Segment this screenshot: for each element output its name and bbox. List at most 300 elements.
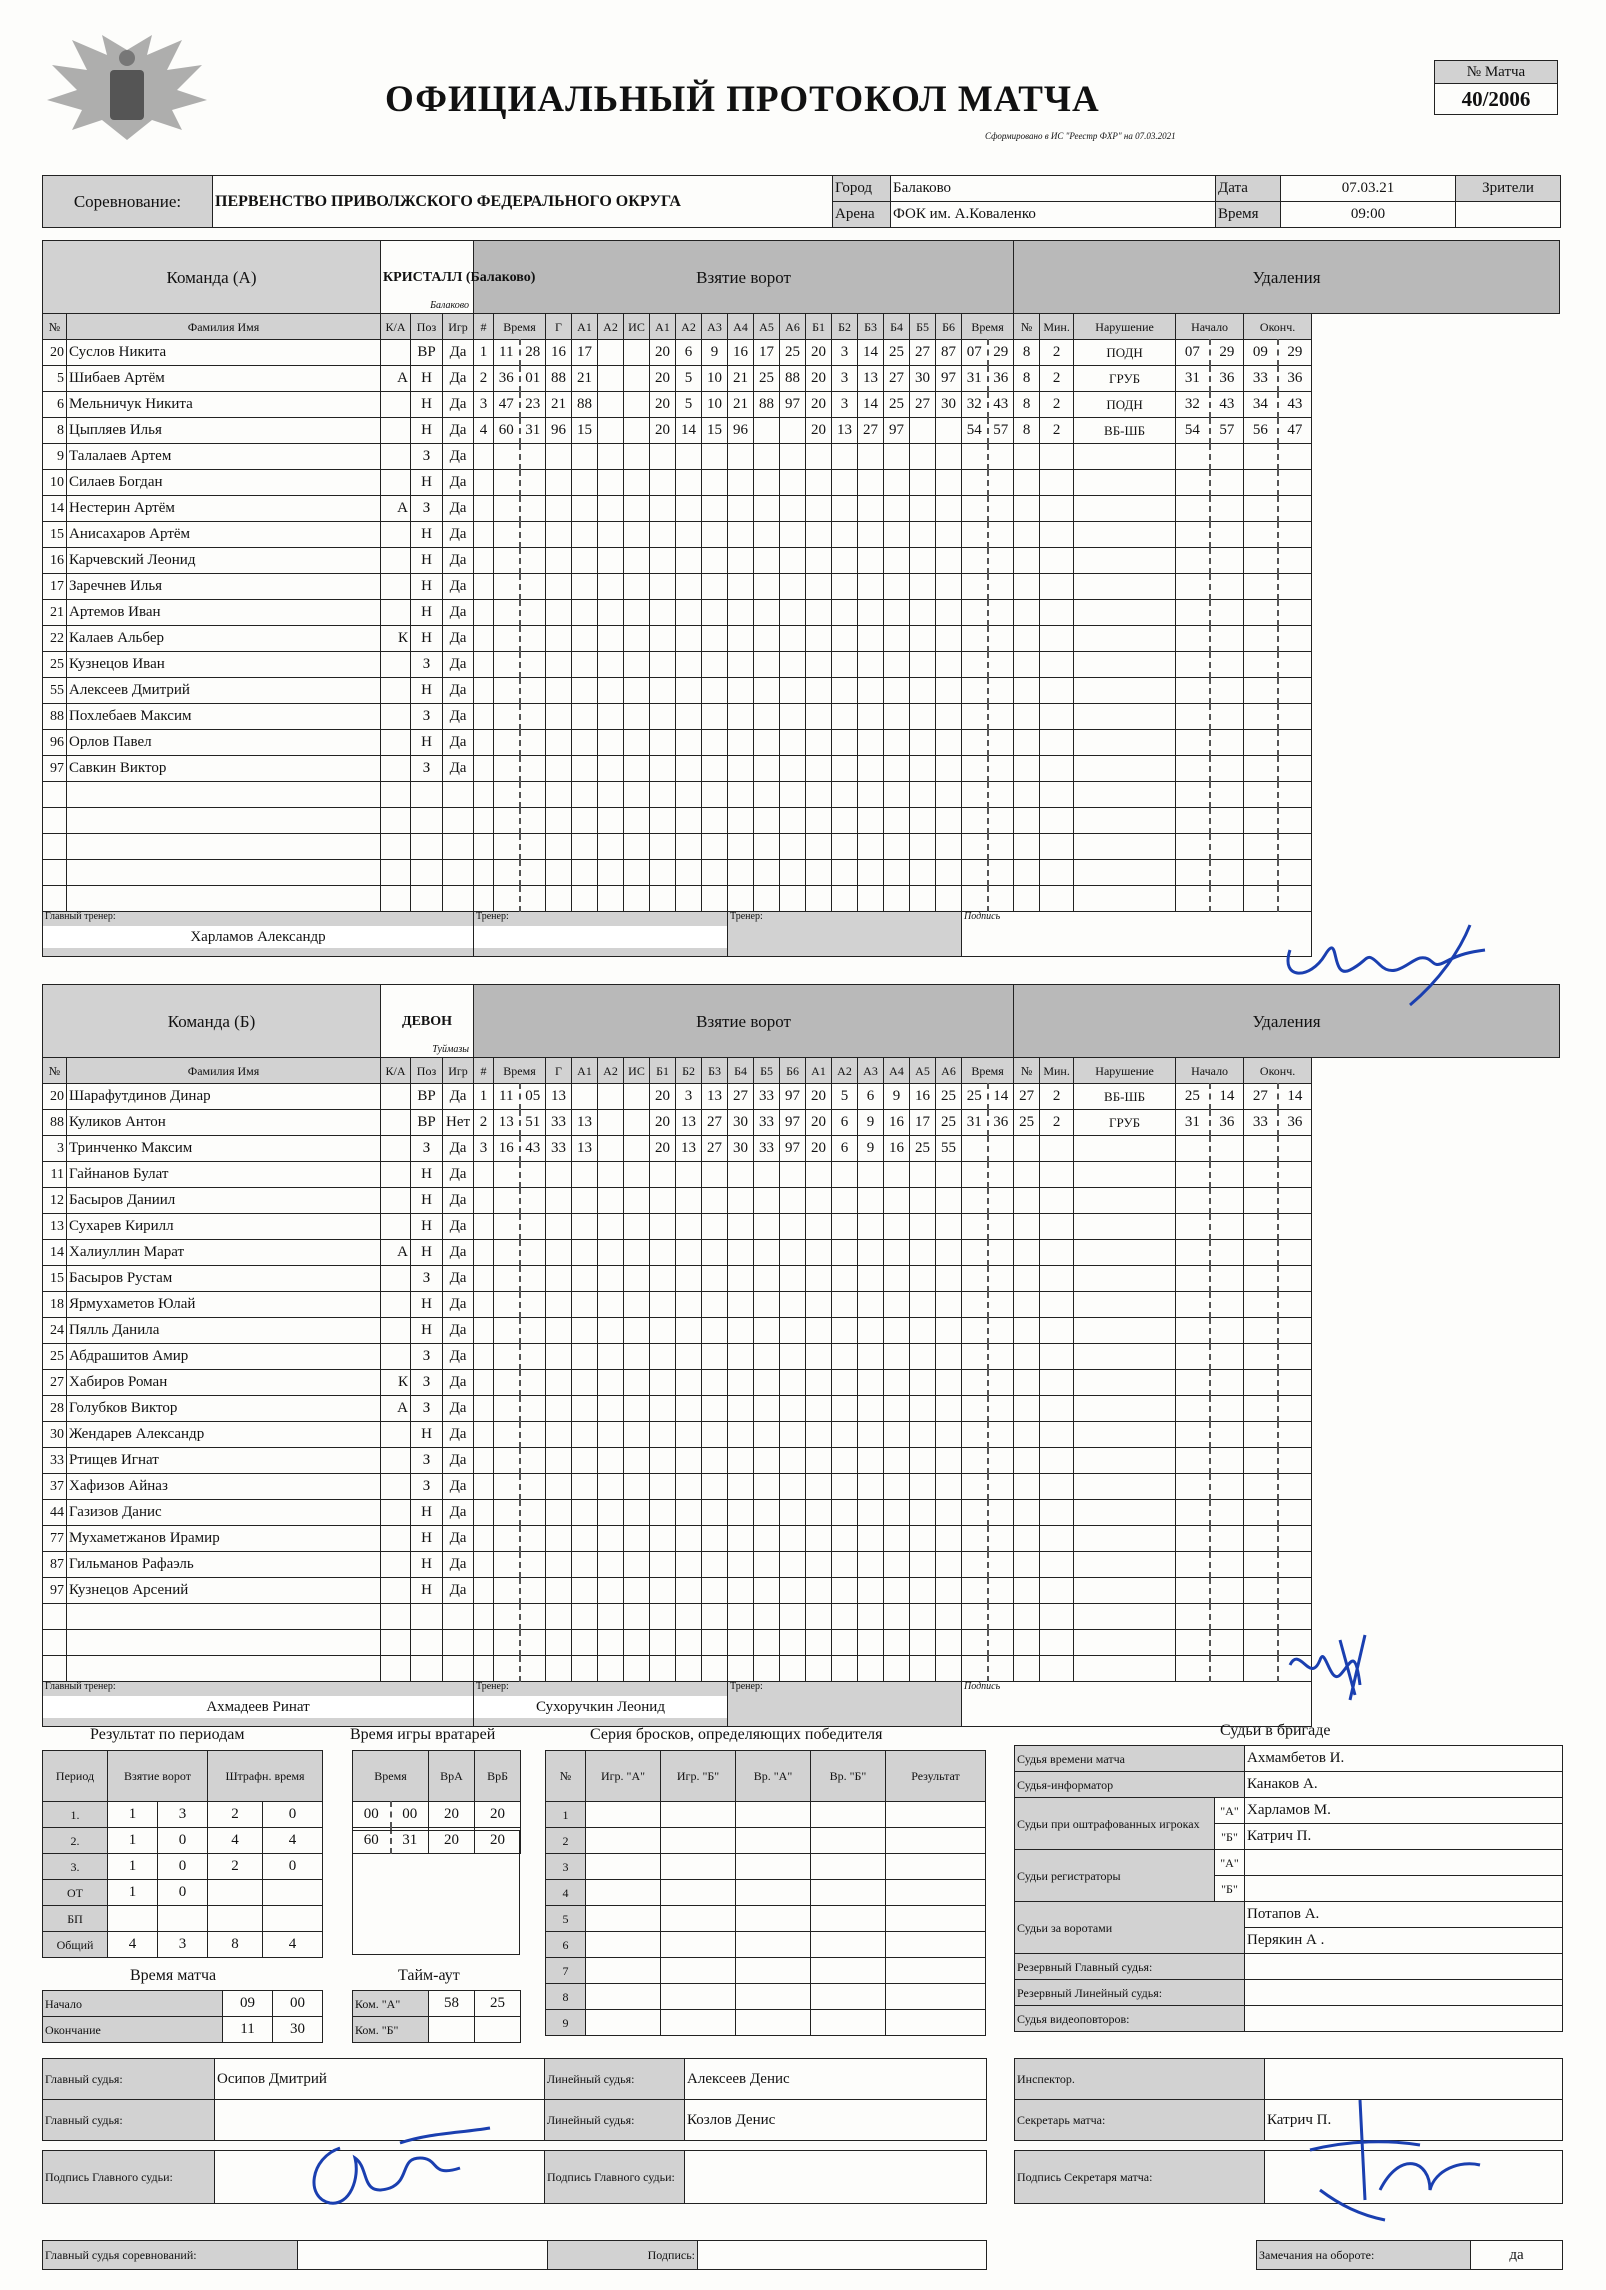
goal-plus — [780, 886, 806, 912]
goal-plus — [754, 444, 780, 470]
penalty-min — [1040, 704, 1074, 730]
teamB-pen-col-start: Начало — [1176, 1058, 1244, 1084]
goal-plus — [728, 470, 754, 496]
penalty-ts — [988, 1214, 1014, 1240]
goal-ss — [520, 444, 546, 470]
goal-a1 — [572, 600, 598, 626]
penalty-es — [1278, 1396, 1312, 1422]
goal-n — [474, 1396, 494, 1422]
penalty-ts: 14 — [988, 1084, 1014, 1110]
player-name: Шибаев Артём — [67, 366, 381, 392]
goal-minus — [832, 626, 858, 652]
goal-minus: 6 — [858, 1084, 884, 1110]
penalty-foul — [1074, 1422, 1176, 1448]
table-row — [43, 834, 1560, 860]
goal-minus — [858, 678, 884, 704]
table-row — [43, 730, 1560, 756]
player-name: Тринченко Максим — [67, 1136, 381, 1162]
table-row — [546, 1828, 986, 1854]
player-pos: З — [411, 1396, 443, 1422]
goal-a1 — [572, 1240, 598, 1266]
teamB-minus-col-1: А2 — [832, 1058, 858, 1084]
table-row — [43, 392, 1560, 418]
shootout-cell — [886, 1880, 986, 1906]
shootout-cell — [586, 1984, 661, 2010]
player-ka — [381, 704, 411, 730]
goal-n — [474, 1474, 494, 1500]
penalty-ts — [988, 1188, 1014, 1214]
goal-n — [474, 600, 494, 626]
city-value: Балаково — [891, 176, 1216, 202]
penalty-tm — [962, 834, 988, 860]
goal-minus — [858, 626, 884, 652]
player-play: Да — [443, 1084, 474, 1110]
player-ka — [381, 756, 411, 782]
player-pos: З — [411, 444, 443, 470]
penalty-no — [1014, 1370, 1040, 1396]
teamA-goals-heading: Взятие ворот — [474, 241, 1014, 314]
player-pos — [411, 886, 443, 912]
goal-is — [624, 1188, 650, 1214]
teamA-team-city: Балаково — [430, 300, 470, 311]
goal-plus — [702, 1604, 728, 1630]
penalty-es — [1278, 1162, 1312, 1188]
goal-plus — [650, 1500, 676, 1526]
goal-a1 — [572, 860, 598, 886]
goal-mm — [494, 1604, 520, 1630]
goal-plus — [702, 782, 728, 808]
teamA-minus-col-2: Б3 — [858, 314, 884, 340]
goal-minus — [806, 730, 832, 756]
shootout-row-num: 4 — [546, 1880, 586, 1906]
goal-g — [546, 626, 572, 652]
goal-plus — [780, 418, 806, 444]
penalty-no — [1014, 444, 1040, 470]
player-name: Гильманов Рафаэль — [67, 1552, 381, 1578]
goal-minus — [884, 522, 910, 548]
goal-minus — [858, 704, 884, 730]
goal-minus: 20 — [806, 1136, 832, 1162]
goal-minus: 20 — [806, 392, 832, 418]
table-row — [43, 886, 1560, 912]
player-ka — [381, 548, 411, 574]
player-ka — [381, 418, 411, 444]
penalty-min — [1040, 860, 1074, 886]
goal-minus — [858, 1552, 884, 1578]
goal-n — [474, 626, 494, 652]
goal-plus — [728, 1656, 754, 1682]
player-pos — [411, 860, 443, 886]
crew-goal-2: Перякин А . — [1245, 1928, 1563, 1954]
crew-title: Судьи в бригаде — [1220, 1722, 1331, 1739]
goal-minus — [832, 1214, 858, 1240]
goal-a2 — [598, 1552, 624, 1578]
penalty-tm — [962, 1422, 988, 1448]
goal-minus — [858, 574, 884, 600]
player-number: 15 — [43, 522, 67, 548]
goal-minus — [858, 860, 884, 886]
coach-label: Тренер: — [476, 1681, 509, 1692]
penalty-em — [1244, 1396, 1278, 1422]
goal-plus — [780, 1344, 806, 1370]
table-row — [43, 782, 1560, 808]
goal-is — [624, 418, 650, 444]
goal-n — [474, 548, 494, 574]
goal-minus — [936, 548, 962, 574]
player-play: Да — [443, 1162, 474, 1188]
goal-plus — [650, 548, 676, 574]
periods-title: Результат по периодам — [90, 1726, 245, 1743]
penalty-ts — [988, 1240, 1014, 1266]
player-pos: З — [411, 1448, 443, 1474]
goal-minus — [832, 470, 858, 496]
goal-minus — [884, 782, 910, 808]
goal-g — [546, 782, 572, 808]
table-row — [43, 470, 1560, 496]
goal-mm — [494, 1318, 520, 1344]
player-number — [43, 1656, 67, 1682]
goal-minus — [936, 886, 962, 912]
penalty-min — [1040, 1162, 1074, 1188]
shootout-cell — [811, 1958, 886, 1984]
penalty-tm — [962, 444, 988, 470]
goal-minus — [806, 1422, 832, 1448]
penalty-em: 09 — [1244, 340, 1278, 366]
goal-plus: 16 — [728, 340, 754, 366]
goal-a1 — [572, 1292, 598, 1318]
player-pos: Н — [411, 1240, 443, 1266]
goal-plus — [650, 782, 676, 808]
goal-ss — [520, 1474, 546, 1500]
penalty-ts: 36 — [988, 1110, 1014, 1136]
penalty-min — [1040, 886, 1074, 912]
goal-minus — [910, 652, 936, 678]
goal-plus — [754, 1422, 780, 1448]
teamA-ka-col-header: К/А — [381, 314, 411, 340]
goal-plus — [728, 1526, 754, 1552]
goal-minus — [832, 756, 858, 782]
goal-ss — [520, 1604, 546, 1630]
goal-minus — [832, 730, 858, 756]
goal-plus — [702, 860, 728, 886]
main-ref-1: Осипов Дмитрий — [215, 2059, 545, 2100]
player-pos — [411, 808, 443, 834]
penalty-ts: 29 — [988, 340, 1014, 366]
goal-plus: 20 — [650, 1110, 676, 1136]
penalty-min — [1040, 1474, 1074, 1500]
goal-plus: 25 — [780, 340, 806, 366]
goal-minus — [936, 418, 962, 444]
player-ka — [381, 1474, 411, 1500]
goal-minus — [884, 1240, 910, 1266]
penalty-es — [1278, 1448, 1312, 1474]
crew-registrar-a — [1245, 1850, 1563, 1876]
goal-plus — [676, 808, 702, 834]
table-row — [546, 1880, 986, 1906]
goal-plus — [676, 782, 702, 808]
penalty-foul — [1074, 886, 1176, 912]
penalty-es — [1278, 470, 1312, 496]
goal-plus — [780, 834, 806, 860]
goal-g — [546, 652, 572, 678]
head-coach-label: Главный тренер: — [45, 911, 116, 922]
goal-plus — [702, 444, 728, 470]
player-number: 55 — [43, 678, 67, 704]
goal-is — [624, 886, 650, 912]
goal-plus — [650, 1656, 676, 1682]
shootout-cell — [886, 2010, 986, 2036]
shootout-cell — [661, 1984, 736, 2010]
penalty-tm: 25 — [962, 1084, 988, 1110]
penalty-es: 36 — [1278, 366, 1312, 392]
penalty-no — [1014, 1240, 1040, 1266]
table-row — [546, 1958, 986, 1984]
goal-plus: 20 — [650, 340, 676, 366]
goal-a1 — [572, 1474, 598, 1500]
penalty-foul — [1074, 1604, 1176, 1630]
penalty-em: 33 — [1244, 366, 1278, 392]
player-name: Голубков Виктор — [67, 1396, 381, 1422]
player-name: Цыпляев Илья — [67, 418, 381, 444]
penalty-ts — [988, 548, 1014, 574]
penalty-sm — [1176, 678, 1210, 704]
goal-plus — [780, 600, 806, 626]
goal-plus — [728, 834, 754, 860]
penalty-em — [1244, 548, 1278, 574]
goal-n — [474, 1604, 494, 1630]
teamA-penalties-heading: Удаления — [1014, 241, 1560, 314]
player-name: Нестерин Артём — [67, 496, 381, 522]
penalty-tm — [962, 1292, 988, 1318]
goal-plus — [754, 470, 780, 496]
player-pos: ВР — [411, 340, 443, 366]
penalty-no: 8 — [1014, 340, 1040, 366]
penalty-sm — [1176, 470, 1210, 496]
teamB-coach2-cell — [728, 1682, 962, 1727]
goal-minus — [936, 1188, 962, 1214]
penalty-sm — [1176, 444, 1210, 470]
goal-a2 — [598, 1526, 624, 1552]
goal-g — [546, 704, 572, 730]
player-play: Да — [443, 1474, 474, 1500]
penalty-ts — [988, 470, 1014, 496]
player-pos: З — [411, 704, 443, 730]
penalty-foul — [1074, 678, 1176, 704]
penalty-ss — [1210, 548, 1244, 574]
goal-minus — [884, 496, 910, 522]
penalty-ts — [988, 1396, 1014, 1422]
penalty-ss — [1210, 1526, 1244, 1552]
player-name: Силаев Богдан — [67, 470, 381, 496]
goal-is — [624, 730, 650, 756]
goal-minus — [884, 1214, 910, 1240]
goal-a1 — [572, 1188, 598, 1214]
goal-ss — [520, 1552, 546, 1578]
goal-minus: 25 — [936, 1110, 962, 1136]
goal-is — [624, 1448, 650, 1474]
goal-n — [474, 1526, 494, 1552]
penalty-ss — [1210, 626, 1244, 652]
goal-a2 — [598, 860, 624, 886]
timeout-table — [352, 1990, 521, 2043]
goal-is — [624, 1630, 650, 1656]
goal-plus — [676, 1474, 702, 1500]
goal-plus — [780, 1448, 806, 1474]
goal-plus — [650, 652, 676, 678]
competition-name: ПЕРВЕНСТВО ПРИВОЛЖСКОГО ФЕДЕРАЛЬНОГО ОКРУГА — [213, 176, 833, 228]
goal-minus: 27 — [884, 366, 910, 392]
goal-plus — [754, 782, 780, 808]
penalty-min — [1040, 782, 1074, 808]
goal-minus — [806, 1630, 832, 1656]
player-pos: З — [411, 1136, 443, 1162]
goal-plus — [702, 1240, 728, 1266]
goal-minus — [884, 1370, 910, 1396]
goal-plus — [754, 1240, 780, 1266]
goal-g — [546, 1474, 572, 1500]
goal-plus — [728, 1500, 754, 1526]
goal-mm: 47 — [494, 392, 520, 418]
goal-minus — [910, 1422, 936, 1448]
goal-minus — [832, 1422, 858, 1448]
player-play: Да — [443, 1214, 474, 1240]
penalty-foul — [1074, 626, 1176, 652]
penalty-foul — [1074, 652, 1176, 678]
goal-minus — [936, 1292, 962, 1318]
goal-plus — [754, 704, 780, 730]
teamA-minus-col-5: Б6 — [936, 314, 962, 340]
goal-minus — [884, 1630, 910, 1656]
goal-mm — [494, 1396, 520, 1422]
goal-a2 — [598, 678, 624, 704]
teamA-pen-col-end: Оконч. — [1244, 314, 1312, 340]
penalty-es — [1278, 1266, 1312, 1292]
goal-plus — [754, 1344, 780, 1370]
shootout-cell — [886, 1906, 986, 1932]
goal-minus — [858, 1292, 884, 1318]
player-number: 88 — [43, 1110, 67, 1136]
goal-minus — [884, 444, 910, 470]
goal-plus — [780, 756, 806, 782]
goal-minus — [832, 1656, 858, 1682]
penalty-em — [1244, 1448, 1278, 1474]
player-ka: А — [381, 366, 411, 392]
penalty-em — [1244, 1552, 1278, 1578]
player-name: Алексеев Дмитрий — [67, 678, 381, 704]
penalty-min — [1040, 834, 1074, 860]
teamB-goal-col-2: Г — [546, 1058, 572, 1084]
goal-is — [624, 626, 650, 652]
goal-mm — [494, 756, 520, 782]
player-pos: Н — [411, 1552, 443, 1578]
shootout-cell — [661, 1854, 736, 1880]
goal-minus — [884, 1292, 910, 1318]
player-pos: Н — [411, 1318, 443, 1344]
player-number: 30 — [43, 1422, 67, 1448]
player-name: Пялль Данила — [67, 1318, 381, 1344]
penalty-ts — [988, 834, 1014, 860]
goal-is — [624, 1474, 650, 1500]
penalty-em — [1244, 600, 1278, 626]
goal-minus — [936, 1318, 962, 1344]
goal-a1 — [572, 1162, 598, 1188]
player-name: Жендарев Александр — [67, 1422, 381, 1448]
goal-plus — [780, 548, 806, 574]
player-number — [43, 808, 67, 834]
goal-a2 — [598, 1396, 624, 1422]
goal-plus — [754, 1162, 780, 1188]
crew-timekeeper: Ахмамбетов И. — [1245, 1746, 1563, 1772]
teamB-signature-cell — [962, 1682, 1312, 1727]
goal-plus — [754, 678, 780, 704]
goal-plus — [702, 470, 728, 496]
goal-plus — [780, 1604, 806, 1630]
goal-minus — [832, 1266, 858, 1292]
shootout-title: Серия бросков, определяющих победителя — [590, 1726, 883, 1743]
goal-mm — [494, 444, 520, 470]
teamA-goal-col-3: А1 — [572, 314, 598, 340]
goal-plus: 96 — [728, 418, 754, 444]
player-ka — [381, 1214, 411, 1240]
goal-g — [546, 1578, 572, 1604]
shootout-cell — [586, 1958, 661, 1984]
goal-is — [624, 1162, 650, 1188]
goal-a2 — [598, 392, 624, 418]
goal-is — [624, 808, 650, 834]
coach-label: Тренер: — [730, 1681, 763, 1692]
table-row — [43, 1500, 1560, 1526]
penalty-ss — [1210, 1656, 1244, 1682]
goal-a2 — [598, 1318, 624, 1344]
penalty-em — [1244, 1162, 1278, 1188]
teamA-plus-col-1: А2 — [676, 314, 702, 340]
goal-minus — [910, 626, 936, 652]
penalty-ss — [1210, 730, 1244, 756]
goalie-mm: 00 — [353, 1802, 391, 1828]
crew-goal-1: Потапов А. — [1245, 1902, 1563, 1928]
table-row — [43, 496, 1560, 522]
player-ka — [381, 1500, 411, 1526]
penalty-foul — [1074, 1630, 1176, 1656]
goal-plus — [780, 626, 806, 652]
goal-plus — [780, 1474, 806, 1500]
penalty-min — [1040, 1604, 1074, 1630]
goal-minus — [910, 1500, 936, 1526]
teamA-goal-col-5: ИС — [624, 314, 650, 340]
goal-plus — [728, 652, 754, 678]
penalty-ts — [988, 574, 1014, 600]
penalty-tm — [962, 1552, 988, 1578]
goal-a1 — [572, 886, 598, 912]
penalty-foul — [1074, 1318, 1176, 1344]
goal-plus — [754, 548, 780, 574]
penalty-min — [1040, 756, 1074, 782]
penalty-min — [1040, 1630, 1074, 1656]
penalty-foul — [1074, 548, 1176, 574]
goal-plus — [650, 626, 676, 652]
goal-minus — [806, 600, 832, 626]
goal-minus — [936, 1578, 962, 1604]
penalty-foul — [1074, 444, 1176, 470]
goal-minus — [858, 1370, 884, 1396]
penalty-foul — [1074, 1656, 1176, 1682]
goal-plus: 20 — [650, 418, 676, 444]
penalty-ts — [988, 1526, 1014, 1552]
penalty-es: 36 — [1278, 1110, 1312, 1136]
goal-plus — [650, 704, 676, 730]
goal-minus — [806, 756, 832, 782]
crew-goal-label: Судьи за воротами — [1015, 1902, 1245, 1954]
